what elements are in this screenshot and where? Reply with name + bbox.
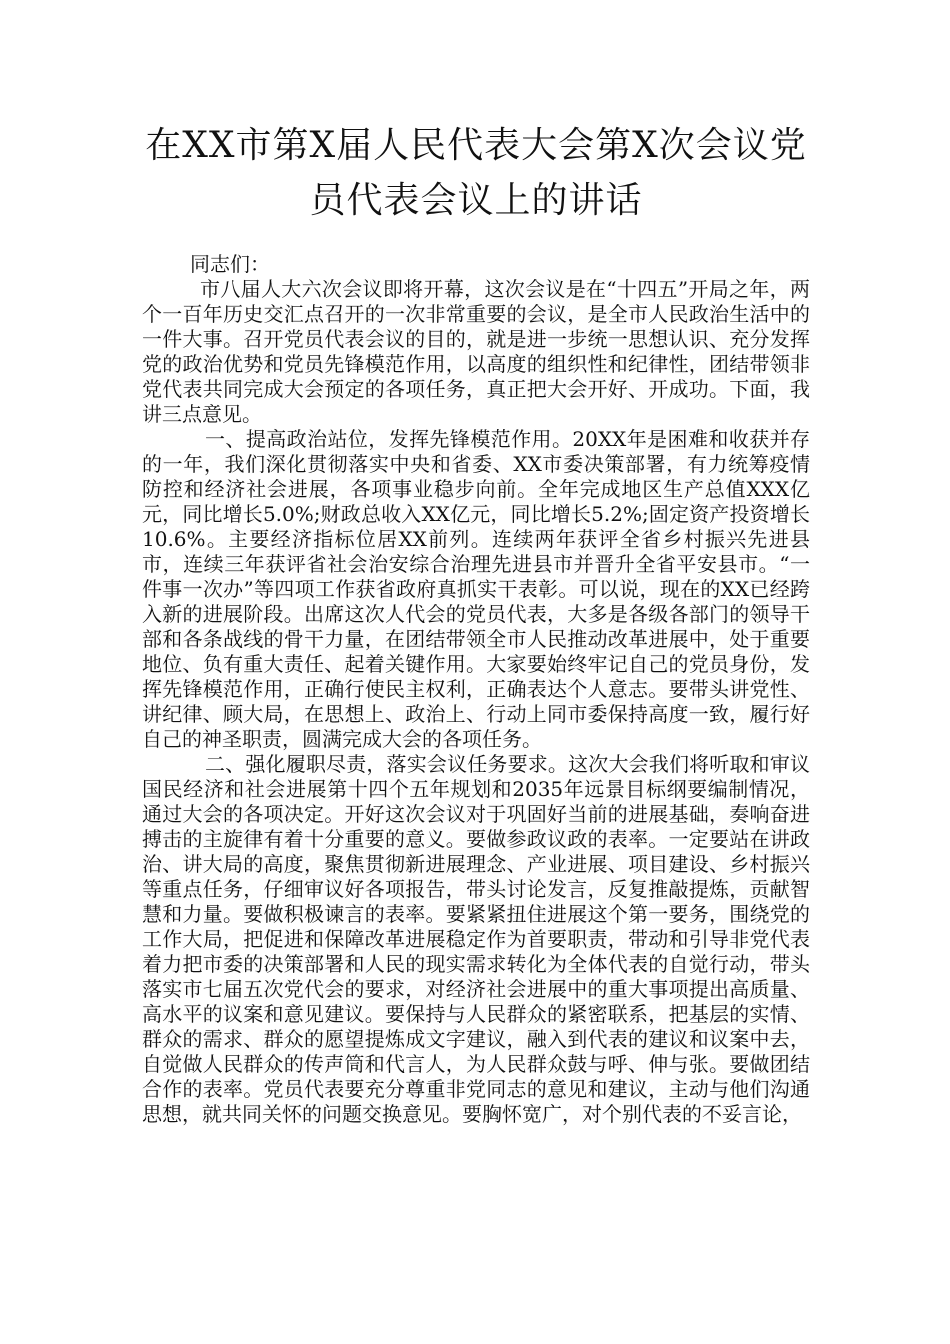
paragraph-section-one: 一、提高政治站位，发挥先锋模范作用。20XX年是困难和收获并存的一年，我们深化贯彻落实中央和省委、XX市委决策部署，有力统筹疫情防控和经济社会进展，各项事业稳步向前。全年完成地区生产总值XXX亿元，同比增长5.0%;财政总收入XX亿元，同比增长5.2%;固定资产投资增长10.6%。主要经济指标位居XX前列。连续两年获评全省乡村振兴先进县市，连续三年获评省社会治安综合治理先进县市并晋升全省平安县市。“一件事一次办”等四项工作获省政府真抓实干表彰。可以说，现在的XX已经跨入新的进展阶段。出席这次人代会的党员代表，大多是各级各部门的领导干部和各条战线的骨干力量，在团结带领全市人民推动改革进展中，处于重要地位、负有重大责任、起着关键作用。大家要始终牢记自己的党员身份，发挥先锋模范作用，正确行使民主权利，正确表达个人意志。要带头讲党性、讲纪律、顾大局，在思想上、政治上、行动上同市委保持高度一致，履行好自己的神圣职责，圆满完成大会的各项任务。 <box>142 427 810 751</box>
document-title: 在XX市第X届人民代表大会第X次会议党员代表会议上的讲话 <box>145 125 807 221</box>
paragraph-intro: 市八届人大六次会议即将开幕，这次会议是在“十四五”开局之年，两个一百年历史交汇点召开的一次非常重要的会议，是全市人民政治生活中的一件大事。召开党员代表会议的目的，就是进一步统一思想认识、充分发挥党的政治优势和党员先锋模范作用，以高度的组织性和纪律性，团结带领非党代表共同完成大会预定的各项任务，真正把大会开好、开成功。下面，我讲三点意见。 <box>142 277 810 426</box>
document-body <box>142 252 810 1127</box>
salutation: 同志们： <box>190 252 270 276</box>
paragraph-section-two: 二、强化履职尽责，落实会议任务要求。这次大会我们将听取和审议国民经济和社会进展第十四个五年规划和2035年远景目标纲要编制情况，通过大会的各项决定。开好这次会议对于巩固好当前的进展基础，奏响奋进搏击的主旋律有着十分重要的意义。要做参政议政的表率。一定要站在讲政治、讲大局的高度，聚焦贯彻新进展理念、产业进展、项目建设、乡村振兴等重点任务，仔细审议好各项报告，带头讨论发言，反复推敲提炼，贡献智慧和力量。要做积极谏言的表率。要紧紧扭住进展这个第一要务，围绕党的工作大局，把促进和保障改革进展稳定作为首要职责，带动和引导非党代表着力把市委的决策部署和人民的现实需求转化为全体代表的自觉行动，带头落实市七届五次党代会的要求，对经济社会进展中的重大事项提出高质量、高水平的议案和意见建议。要保持与人民群众的紧密联系，把基层的实情、群众的需求、群众的愿望提炼成文字建议，融入到代表的建议和议案中去，自觉做人民群众的传声筒和代言人，为人民群众鼓与呼、伸与张。要做团结合作的表率。党员代表要充分尊重非党同志的意见和建议，主动与他们沟通思想，就共同关怀的问题交换意见。要胸怀宽广，对个别代表的不妥言论， <box>142 752 810 1126</box>
